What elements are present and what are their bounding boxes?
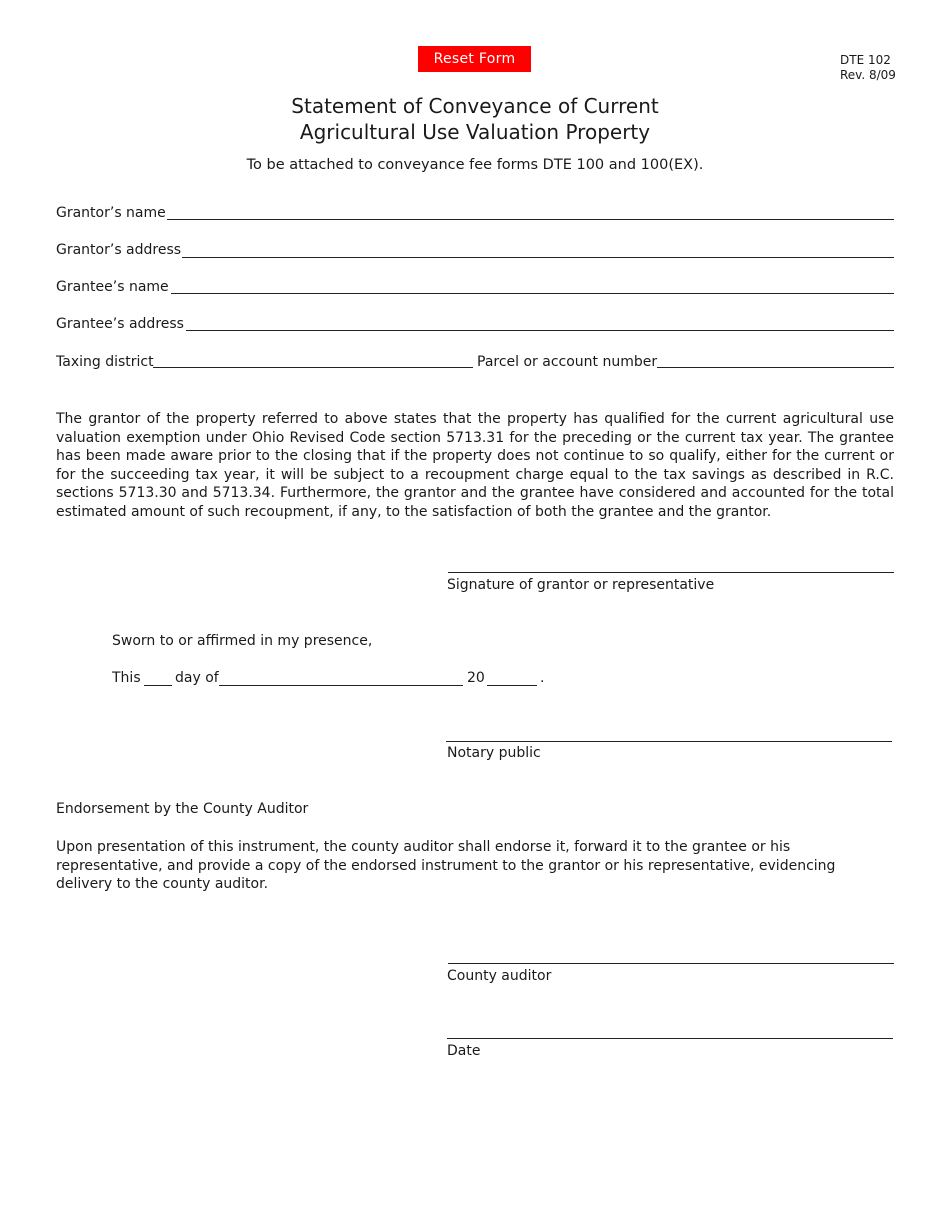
grantee-name-label: Grantee’s name: [56, 279, 169, 295]
grantor-signature-label: Signature of grantor or representative: [447, 577, 715, 593]
sworn-statement: Sworn to or affirmed in my presence,: [112, 633, 373, 649]
county-auditor-signature-line[interactable]: [448, 963, 894, 964]
grantor-statement-paragraph: The grantor of the property referred to above states that the property has qualified for the current agricultural use valuation exemption under Ohio Revised Code section 5713.31 for the preceding or the current tax year. The grantee has been made aware prior to the closing that if the property does not continue to so qualify, either for the current or for the succeeding tax year, it will be subject to a recoupment charge equal to the tax savings as described in R.C. sections 5713.30 and 5713.34. Furthermore, the grantor and the grantee have considered and accounted for the total estimated amount of such recoupment, if any, to the satisfaction of both the grantee and the grantor.: [56, 411, 894, 520]
taxing-district-field[interactable]: [153, 351, 473, 368]
year-field[interactable]: [487, 669, 537, 686]
date-line-period: .: [540, 670, 545, 686]
form-title-line-2: Agricultural Use Valuation Property: [299, 120, 651, 144]
taxing-district-label: Taxing district: [56, 354, 154, 370]
endorsement-paragraph: Upon presentation of this instrument, the county auditor shall endorse it, forward it to the grantee or his representative, and provide a copy of the endorsed instrument to the grantor or his representative, evidencing delivery to the county auditor.: [56, 839, 836, 893]
form-subtitle: To be attached to conveyance fee forms DTE 100 and 100(EX).: [246, 157, 704, 173]
endorsement-heading: Endorsement by the County Auditor: [56, 801, 309, 817]
date-signature-line[interactable]: [447, 1038, 893, 1039]
grantee-name-field[interactable]: [171, 277, 894, 294]
date-label: Date: [447, 1043, 481, 1059]
grantor-address-label: Grantor’s address: [56, 242, 182, 258]
day-of-label: day of: [175, 670, 219, 686]
grantor-name-label: Grantor’s name: [56, 205, 166, 221]
grantee-address-field[interactable]: [186, 314, 894, 331]
year-prefix: 20: [467, 670, 485, 686]
month-field[interactable]: [219, 669, 463, 686]
parcel-number-field[interactable]: [657, 351, 894, 368]
grantee-address-label: Grantee’s address: [56, 316, 184, 332]
notary-signature-line[interactable]: [446, 741, 892, 742]
day-field[interactable]: [144, 669, 172, 686]
notary-public-label: Notary public: [447, 745, 541, 761]
form-title-line-1: Statement of Conveyance of Current: [291, 94, 659, 118]
parcel-number-label: Parcel or account number: [477, 354, 658, 370]
grantor-address-field[interactable]: [182, 241, 894, 258]
county-auditor-label: County auditor: [447, 968, 552, 984]
grantor-signature-line[interactable]: [448, 572, 894, 573]
form-number: DTE 102: [840, 53, 891, 67]
this-label: This: [112, 670, 141, 686]
form-revision: Rev. 8/09: [840, 68, 896, 82]
grantor-name-field[interactable]: [167, 203, 894, 220]
reset-form-button[interactable]: Reset Form: [418, 46, 531, 72]
